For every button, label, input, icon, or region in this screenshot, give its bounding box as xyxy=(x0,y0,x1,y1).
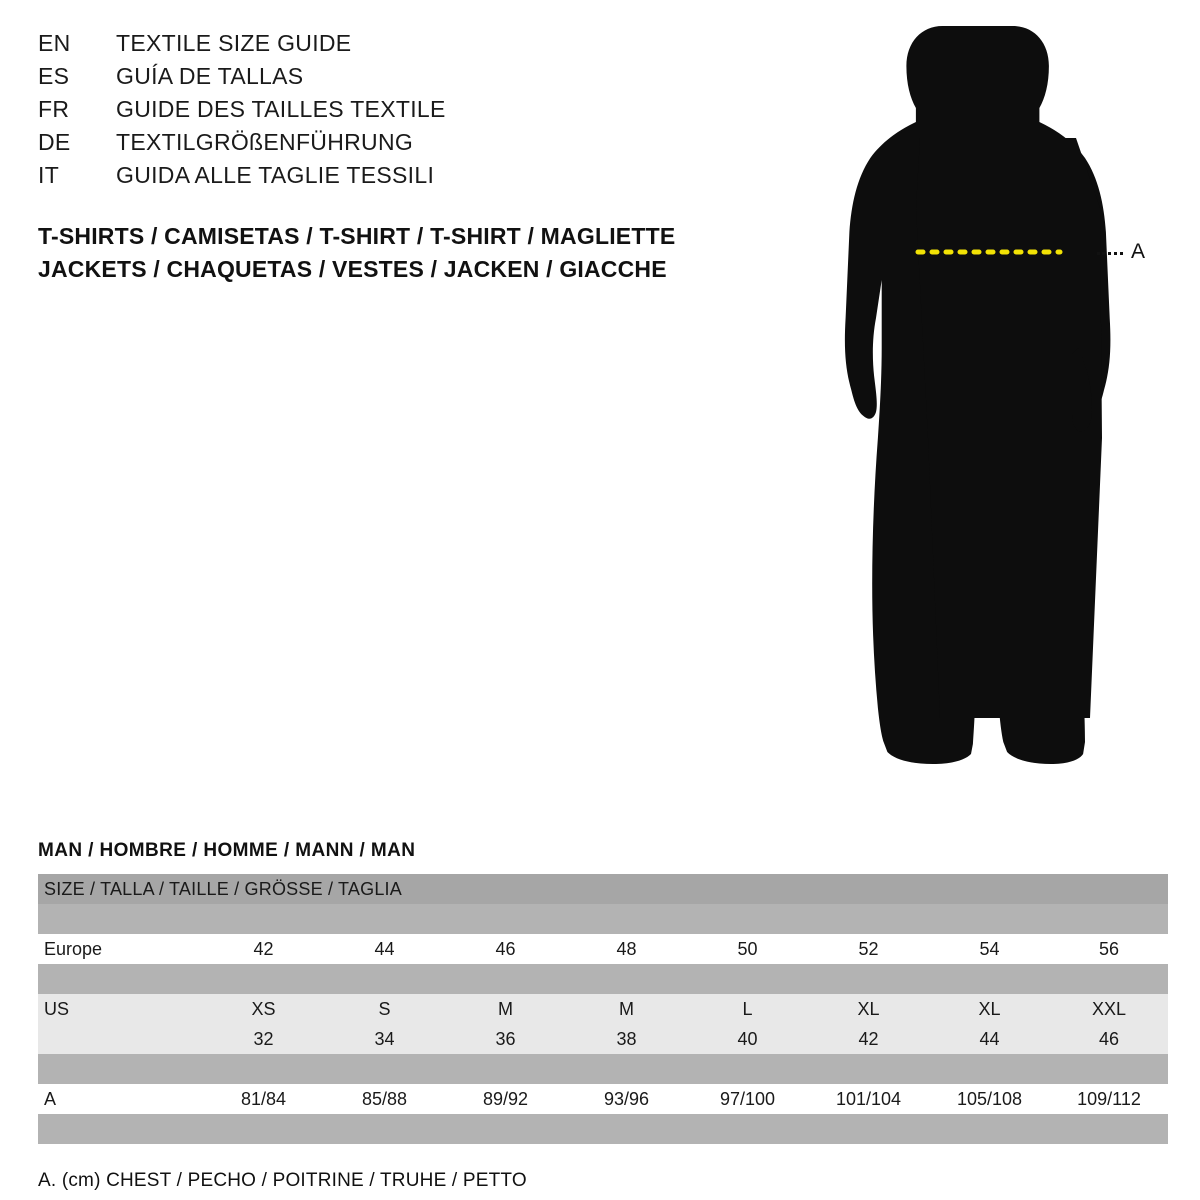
row-value: 36 xyxy=(445,1024,566,1054)
table-divider xyxy=(38,1114,1168,1144)
language-code: FR xyxy=(38,96,70,122)
row-label xyxy=(38,1024,203,1054)
row-value: 81/84 xyxy=(203,1084,324,1114)
row-label: US xyxy=(38,994,203,1024)
row-value: 89/92 xyxy=(445,1084,566,1114)
language-row xyxy=(38,129,738,162)
language-title: GUIDE DES TAILLES TEXTILE xyxy=(116,96,446,122)
table-row xyxy=(38,934,1168,964)
silhouette-icon xyxy=(820,18,1160,798)
table-divider xyxy=(38,1054,1168,1084)
row-value: XS xyxy=(203,994,324,1024)
row-value: M xyxy=(445,994,566,1024)
language-row xyxy=(38,30,738,63)
row-value: 109/112 xyxy=(1050,1084,1168,1114)
table-row xyxy=(38,1084,1168,1114)
language-code: EN xyxy=(38,30,71,56)
table-caption-man: MAN / HOMBRE / HOMME / MANN / MAN xyxy=(38,840,416,861)
man-silhouette-figure xyxy=(820,18,1160,798)
row-value: 46 xyxy=(445,934,566,964)
row-value: 42 xyxy=(808,1024,929,1054)
language-code: ES xyxy=(38,63,70,89)
row-value: 52 xyxy=(808,934,929,964)
table-row xyxy=(38,994,1168,1024)
garment-category-list xyxy=(38,220,798,286)
table-row xyxy=(38,1024,1168,1054)
row-value: M xyxy=(566,994,687,1024)
table-header-label: SIZE / TALLA / TAILLE / GRÖSSE / TAGLIA xyxy=(38,874,1168,904)
garment-category-tshirts: T-SHIRTS / CAMISETAS / T-SHIRT / T-SHIRT / MAGLIETTE xyxy=(38,223,676,249)
language-title: TEXTILE SIZE GUIDE xyxy=(116,30,352,56)
row-value: 93/96 xyxy=(566,1084,687,1114)
garment-category-jackets: JACKETS / CHAQUETAS / VESTES / JACKEN / GIACCHE xyxy=(38,256,667,282)
language-row xyxy=(38,63,738,96)
language-title: GUIDA ALLE TAGLIE TESSILI xyxy=(116,162,435,188)
language-code: DE xyxy=(38,129,71,155)
row-value: L xyxy=(687,994,808,1024)
row-value: 101/104 xyxy=(808,1084,929,1114)
row-label: A xyxy=(38,1084,203,1114)
row-value: 44 xyxy=(929,1024,1050,1054)
row-value: XL xyxy=(929,994,1050,1024)
row-value: 105/108 xyxy=(929,1084,1050,1114)
row-label: Europe xyxy=(38,934,203,964)
size-table-section xyxy=(38,840,1168,1192)
table-footnote: A. (cm) CHEST / PECHO / POITRINE / TRUHE / PETTO xyxy=(38,1170,527,1191)
language-title: TEXTILGRÖßENFÜHRUNG xyxy=(116,129,414,155)
measure-leader-dash xyxy=(1097,252,1123,255)
row-value: 38 xyxy=(566,1024,687,1054)
row-value: 97/100 xyxy=(687,1084,808,1114)
table-divider xyxy=(38,904,1168,934)
measure-label-a: A xyxy=(1131,240,1146,263)
row-value: 85/88 xyxy=(324,1084,445,1114)
row-value: XXL xyxy=(1050,994,1168,1024)
size-table xyxy=(38,874,1168,1144)
row-value: S xyxy=(324,994,445,1024)
row-value: XL xyxy=(808,994,929,1024)
row-value: 44 xyxy=(324,934,445,964)
row-value: 48 xyxy=(566,934,687,964)
row-value: 34 xyxy=(324,1024,445,1054)
row-value: 56 xyxy=(1050,934,1168,964)
row-value: 50 xyxy=(687,934,808,964)
language-row xyxy=(38,96,738,129)
table-divider xyxy=(38,964,1168,994)
row-value: 40 xyxy=(687,1024,808,1054)
language-code: IT xyxy=(38,162,60,188)
table-header-row xyxy=(38,874,1168,904)
row-value: 42 xyxy=(203,934,324,964)
row-value: 32 xyxy=(203,1024,324,1054)
language-title-block xyxy=(38,30,738,195)
language-row xyxy=(38,162,738,195)
language-title: GUÍA DE TALLAS xyxy=(116,63,304,89)
row-value: 46 xyxy=(1050,1024,1168,1054)
row-value: 54 xyxy=(929,934,1050,964)
